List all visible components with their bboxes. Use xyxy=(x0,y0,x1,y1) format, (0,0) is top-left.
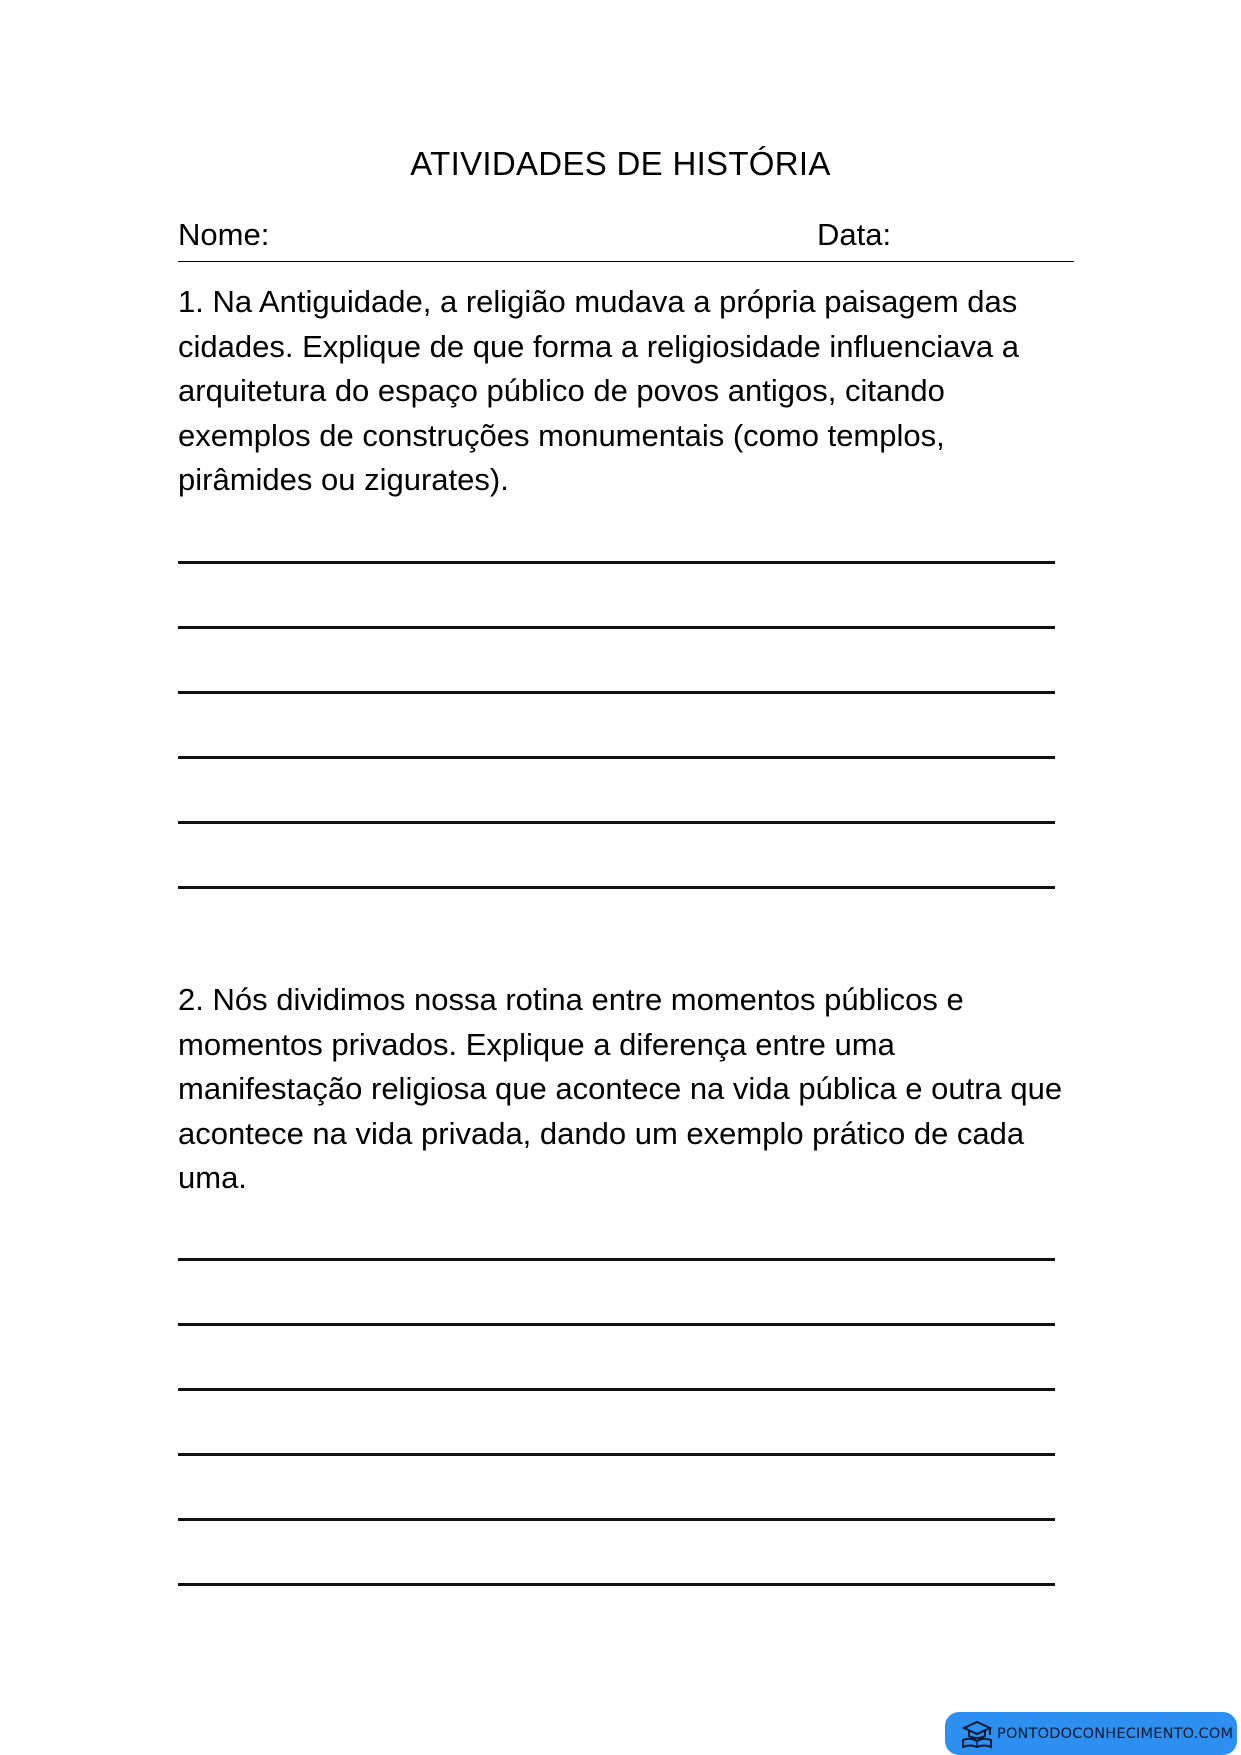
answer-line[interactable] xyxy=(178,1453,1055,1456)
answer-lines-question-1 xyxy=(178,561,1055,951)
answer-line[interactable] xyxy=(178,1323,1055,1326)
answer-line[interactable] xyxy=(178,691,1055,694)
answer-lines-question-2 xyxy=(178,1258,1055,1648)
answer-line[interactable] xyxy=(178,1518,1055,1521)
question-1: 1. Na Antiguidade, a religião mudava a própria paisagem das cidades. Explique de que forma a religiosidade influenciava a arquitetura do espaço público de povos antigos, citando exemplos de construções monumentais (como templos, pirâmides ou zigurates). xyxy=(178,284,1019,497)
answer-line[interactable] xyxy=(178,821,1055,824)
name-label: Nome: xyxy=(178,217,270,252)
answer-line[interactable] xyxy=(178,1388,1055,1391)
answer-line[interactable] xyxy=(178,626,1055,629)
question-2: 2. Nós dividimos nossa rotina entre momentos públicos e momentos privados. Explique a diferença entre uma manifestação religiosa que acontece na vida pública e outra que acontece na vida privada, dando um exemplo prático de cada uma. xyxy=(178,982,1063,1195)
page-title: ATIVIDADES DE HISTÓRIA xyxy=(410,145,831,182)
answer-line[interactable] xyxy=(178,1583,1055,1586)
name-date-row xyxy=(178,213,1074,262)
answer-line[interactable] xyxy=(178,886,1055,889)
date-label: Data: xyxy=(817,217,892,252)
graduation-cap-book-icon xyxy=(959,1719,995,1749)
answer-line[interactable] xyxy=(178,756,1055,759)
answer-line[interactable] xyxy=(178,561,1055,564)
watermark-text: PONTODOCONHECIMENTO.COM xyxy=(997,1725,1234,1742)
answer-line[interactable] xyxy=(178,1258,1055,1261)
watermark-badge[interactable] xyxy=(945,1712,1237,1755)
